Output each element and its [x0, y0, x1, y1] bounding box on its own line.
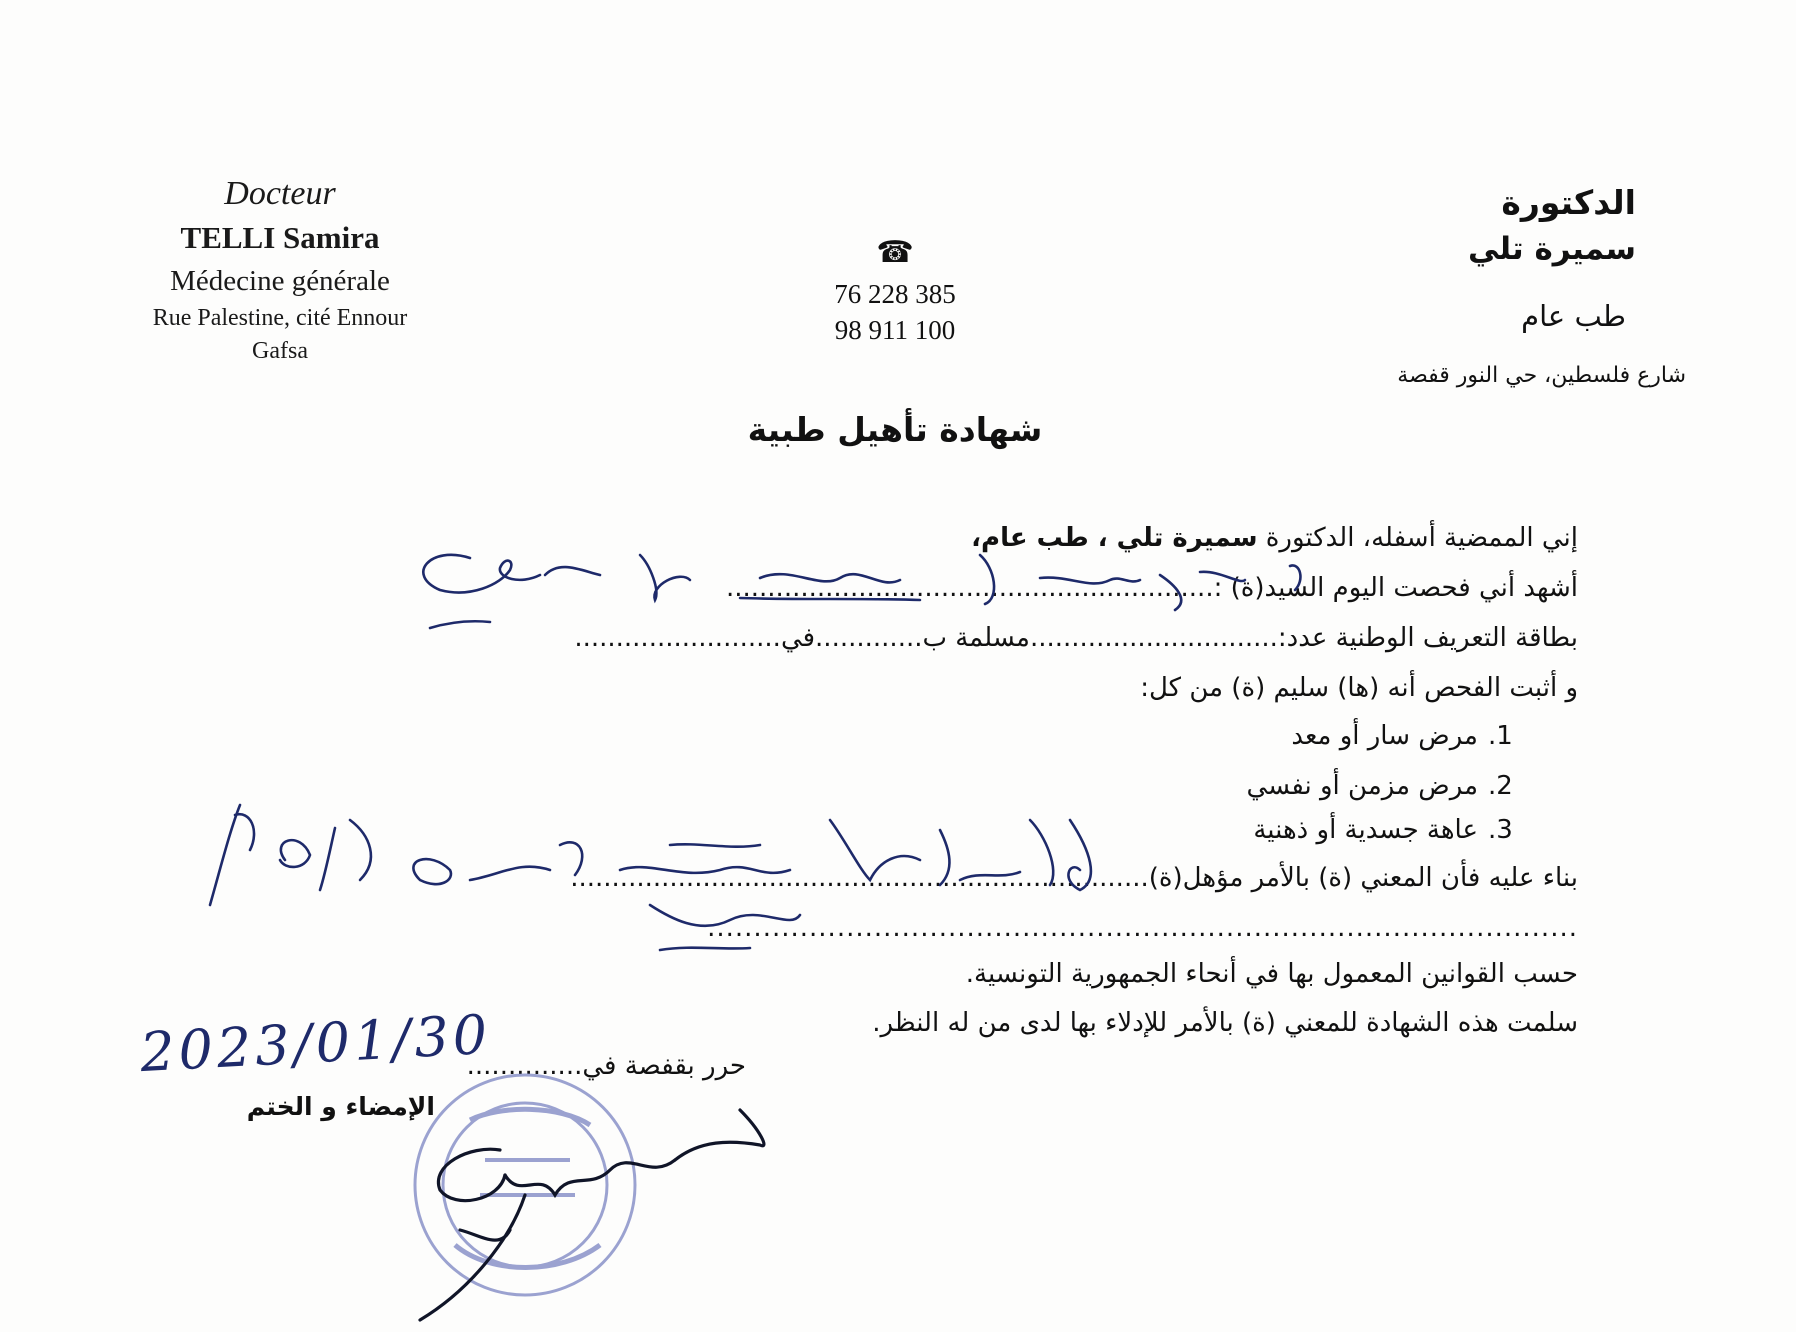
- doctor-specialty: Médecine générale: [170, 265, 390, 297]
- id-card-label: بطاقة التعريف الوطنية عدد:: [1277, 623, 1578, 653]
- qualified-dotted-field: ......................................................................: [570, 863, 1149, 893]
- condition-text: عاهة جسدية أو ذهنية: [1253, 815, 1478, 845]
- doctor-name: TELLI Samira: [180, 220, 380, 255]
- intro-text: إني الممضية أسفله، الدكتورة: [1257, 523, 1578, 553]
- doctor-address-arabic: شارع فلسطين، حي النور قفصة: [1397, 363, 1686, 388]
- id-card-dotted-field: ..............................: [1029, 623, 1278, 653]
- doctor-title: Docteur: [224, 175, 336, 212]
- doctor-address: Rue Palestine, cité Ennour: [152, 305, 408, 331]
- handwritten-patient-name: [423, 555, 1300, 628]
- doctor-specialty-arabic: طب عام: [1521, 299, 1626, 333]
- telephone-icon: ☎: [876, 236, 914, 269]
- handwritten-qualification: [210, 805, 1091, 950]
- condition-text: مرض مزمن أو نفسي: [1246, 771, 1478, 801]
- proved-line: و أثبت الفحص أنه (ها) سليم (ة) من كل:: [1140, 673, 1578, 703]
- delivered-line: سلمت هذه الشهادة للمعني (ة) بالأمر للإدلاء بها لدى من له النظر.: [872, 1008, 1578, 1038]
- phone-number-1: 76 228 385: [834, 279, 956, 309]
- laws-line: حسب القوانين المعمول بها في أنحاء الجمهورية التونسية.: [965, 959, 1578, 989]
- doctor-name-arabic: سميرة تلي: [1468, 231, 1636, 267]
- doctor-city: Gafsa: [252, 338, 308, 364]
- written-at-label: حرر بقفصة في: [582, 1051, 746, 1081]
- signature-label: الإمضاء و الختم: [246, 1092, 435, 1121]
- examined-label: أشهد أني فحصت اليوم السيد(ة) :: [1213, 573, 1578, 603]
- issued-at-label: مسلمة ب: [922, 623, 1030, 653]
- issued-at-dotted-field: .............: [815, 623, 923, 653]
- on-date-label: في: [780, 623, 816, 653]
- doctor-signature: [420, 1110, 764, 1320]
- intro-doctor-name: سميرة تلي ، طب عام،: [971, 523, 1258, 553]
- certificate-title: شهادة تأهيل طبية: [747, 410, 1043, 449]
- phone-number-2: 98 911 100: [834, 315, 956, 345]
- handwritten-date: 2023/01/30: [138, 1002, 493, 1085]
- doctor-title-arabic: الدكتورة: [1501, 183, 1636, 222]
- examined-dotted-field: ...........................................................: [725, 573, 1214, 603]
- condition-text: مرض سار أو معد: [1291, 721, 1478, 751]
- condition-number: 2.: [1488, 771, 1513, 801]
- condition-number: 1.: [1488, 721, 1513, 751]
- qualified-label: بناء عليه فأن المعني (ة) بالأمر مؤهل(ة): [1148, 863, 1578, 893]
- on-date-dotted-field: .........................: [574, 623, 781, 653]
- continuation-dots: ..............................................................................................: [707, 913, 1578, 943]
- condition-number: 3.: [1488, 815, 1513, 845]
- written-at-dotted-field: ..............: [466, 1051, 583, 1081]
